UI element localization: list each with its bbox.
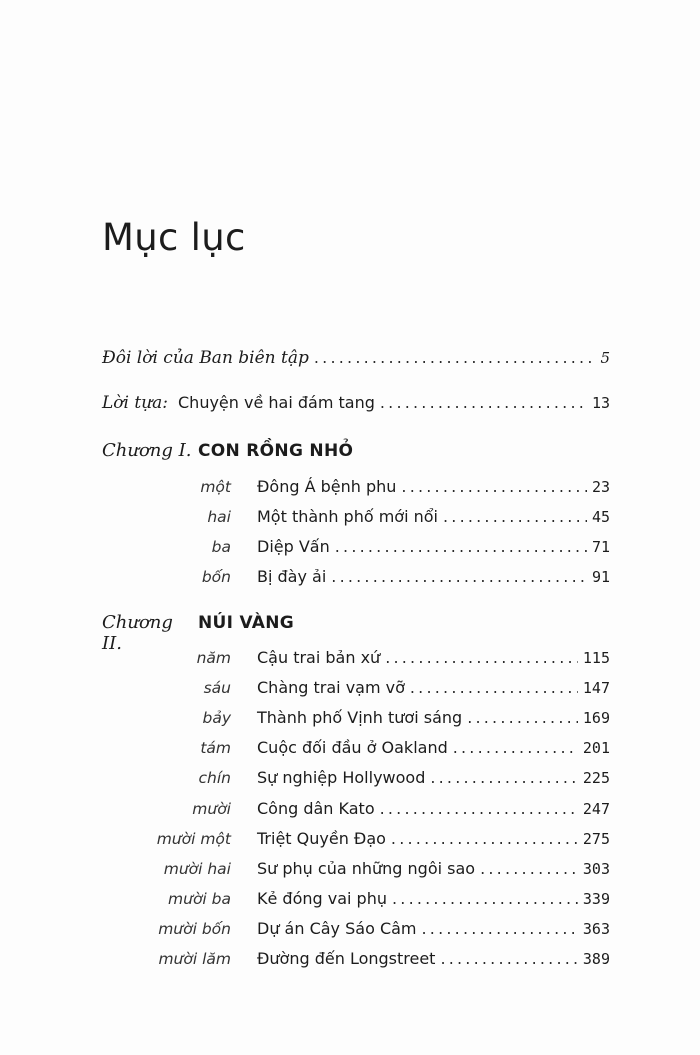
dot-leader: [380, 393, 587, 412]
entry-ordinal: mười: [192, 800, 231, 818]
entry-title: Bị đày ải: [257, 567, 327, 586]
toc-entry: [102, 738, 610, 757]
entry-title: Sư phụ của những ngôi sao: [257, 859, 476, 878]
dot-leader: [480, 859, 578, 878]
entry-ordinal: sáu: [203, 679, 231, 697]
entry-ordinal: bảy: [202, 709, 231, 727]
page-number: 23: [591, 478, 610, 496]
toc-entry: [102, 648, 610, 667]
entry-title: Một thành phố mới nổi: [257, 507, 438, 526]
dot-leader: [392, 889, 578, 908]
entry-ordinal: bốn: [201, 568, 231, 586]
chapter-title: NÚI VÀNG: [198, 613, 295, 633]
page-number: 275: [582, 830, 610, 848]
toc-entry: [102, 537, 610, 556]
page-number: 169: [582, 709, 610, 727]
page-number: 5: [600, 349, 610, 367]
entry-ordinal: mười bốn: [158, 920, 231, 938]
toc-entry: [102, 799, 610, 818]
page-number: 339: [582, 890, 610, 908]
entry-title: Chàng trai vạm vỡ: [257, 678, 405, 697]
dot-leader: [453, 738, 578, 757]
toc-entry: [102, 567, 610, 586]
entry-title: Đường đến Longstreet: [257, 949, 436, 968]
dot-leader: [335, 537, 587, 556]
page-number: 389: [582, 950, 610, 968]
chapter-heading: [102, 440, 610, 461]
entry-ordinal: mười hai: [163, 860, 231, 878]
toc-entry: [102, 708, 610, 727]
entry-ordinal: mười một: [156, 830, 231, 848]
entry-title: Thành phố Vịnh tươi sáng: [257, 708, 463, 727]
dot-leader: [331, 567, 587, 586]
chapter-label: Chương II.: [102, 612, 173, 654]
page-number: 91: [591, 568, 610, 586]
page-number: 247: [582, 800, 610, 818]
entry-ordinal: mười ba: [168, 890, 231, 908]
entry-title: Đông Á bệnh phu: [257, 477, 397, 496]
page-number: 13: [591, 394, 610, 412]
toc-entry: [102, 768, 610, 787]
dot-leader: [391, 829, 578, 848]
dot-leader: [443, 507, 587, 526]
dot-leader: [401, 477, 587, 496]
entry-title: Kẻ đóng vai phụ: [257, 889, 387, 908]
entry-title: Dự án Cây Sáo Câm: [257, 919, 417, 938]
toc-front-entry: [102, 393, 610, 413]
entry-ordinal: tám: [200, 739, 231, 757]
entry-title: Cuộc đối đầu ở Oakland: [257, 738, 448, 757]
front-entry-label: Lời tựa:: [102, 393, 169, 413]
toc-entry: [102, 678, 610, 697]
page-number: 225: [582, 769, 610, 787]
page-number: 115: [582, 649, 610, 667]
page-title: Mục lục: [102, 216, 246, 259]
dot-leader: [314, 348, 596, 367]
dot-leader: [422, 919, 578, 938]
dot-leader: [467, 708, 578, 727]
chapter-label: Chương I.: [102, 440, 192, 461]
chapter-title: CON RỒNG NHỎ: [198, 441, 354, 461]
toc-entry: [102, 507, 610, 526]
entry-title: Công dân Kato: [257, 799, 375, 818]
page-number: 303: [582, 860, 610, 878]
toc-entry: [102, 477, 610, 496]
entry-title: Cậu trai bản xứ: [257, 648, 381, 667]
entry-title: Diệp Vấn: [257, 537, 330, 556]
toc-entry: [102, 859, 610, 878]
entry-ordinal: mười lăm: [158, 950, 231, 968]
toc-entry: [102, 919, 610, 938]
dot-leader: [430, 768, 578, 787]
entry-ordinal: hai: [207, 508, 231, 526]
page-number: 363: [582, 920, 610, 938]
entry-ordinal: chín: [198, 769, 231, 787]
toc-entry: [102, 949, 610, 968]
front-entry-title: Đôi lời của Ban biên tập: [102, 348, 309, 368]
entry-ordinal: một: [200, 478, 231, 496]
entry-ordinal: năm: [196, 649, 231, 667]
entry-title: Sự nghiệp Hollywood: [257, 768, 426, 787]
entry-ordinal: ba: [211, 538, 231, 556]
page-number: 201: [582, 739, 610, 757]
page-number: 71: [591, 538, 610, 556]
toc-entry: [102, 889, 610, 908]
dot-leader: [410, 678, 578, 697]
entry-title: Triệt Quyền Đạo: [257, 829, 386, 848]
page-number: 147: [582, 679, 610, 697]
dot-leader: [380, 799, 578, 818]
dot-leader: [440, 949, 577, 968]
toc-front-entry: [102, 348, 610, 368]
front-entry-title: Chuyện về hai đám tang: [178, 393, 375, 412]
dot-leader: [385, 648, 578, 667]
page-number: 45: [591, 508, 610, 526]
toc-entry: [102, 829, 610, 848]
